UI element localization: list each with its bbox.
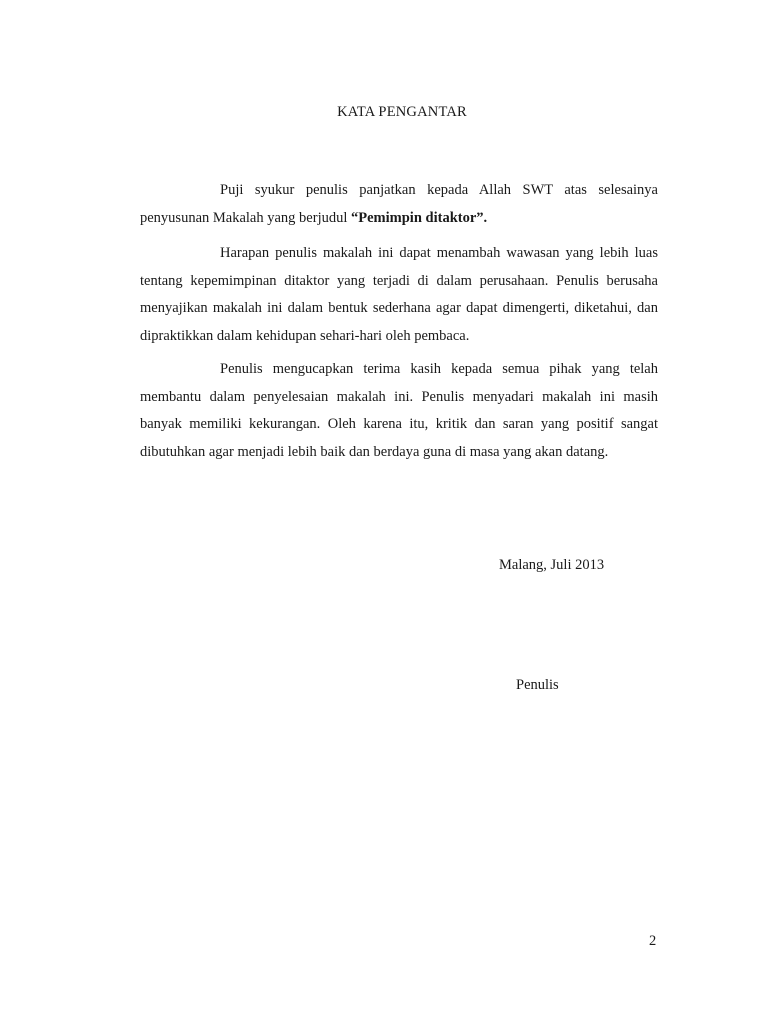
- paragraph-2-text: Harapan penulis makalah ini dapat menambah wawasan yang lebih luas tentang kepemimpinan ditaktor yang terjadi di dalam perusahaan. Penulis berusaha menyajikan makalah ini dalam bentuk sederhana agar dapat dimengerti, diketahui, dan dipraktikkan dalam kehidupan sehari-hari oleh pembaca.: [140, 245, 658, 344]
- page-title: KATA PENGANTAR: [337, 104, 467, 120]
- paragraph-2: [140, 240, 658, 350]
- paper-title: “Pemimpin ditaktor”.: [351, 209, 488, 226]
- place-date: Malang, Juli 2013: [499, 557, 605, 573]
- signer-name: Penulis: [516, 677, 559, 693]
- page-number: 2: [649, 933, 657, 949]
- paragraph-1: [140, 177, 658, 232]
- paragraph-3-text: Penulis mengucapkan terima kasih kepada semua pihak yang telah membantu dalam penyelesaian makalah ini. Penulis menyadari makalah ini masih banyak memiliki kekurangan. Oleh karena itu, kritik dan saran yang positif sangat dibutuhkan agar menjadi lebih baik dan berdaya guna di masa yang akan datang.: [140, 361, 658, 460]
- paragraph-1-text: Puji syukur penulis panjatkan kepada Allah SWT atas selesainya penyusunan Makalah yang berjudul: [140, 182, 658, 226]
- paragraph-3: [140, 356, 658, 466]
